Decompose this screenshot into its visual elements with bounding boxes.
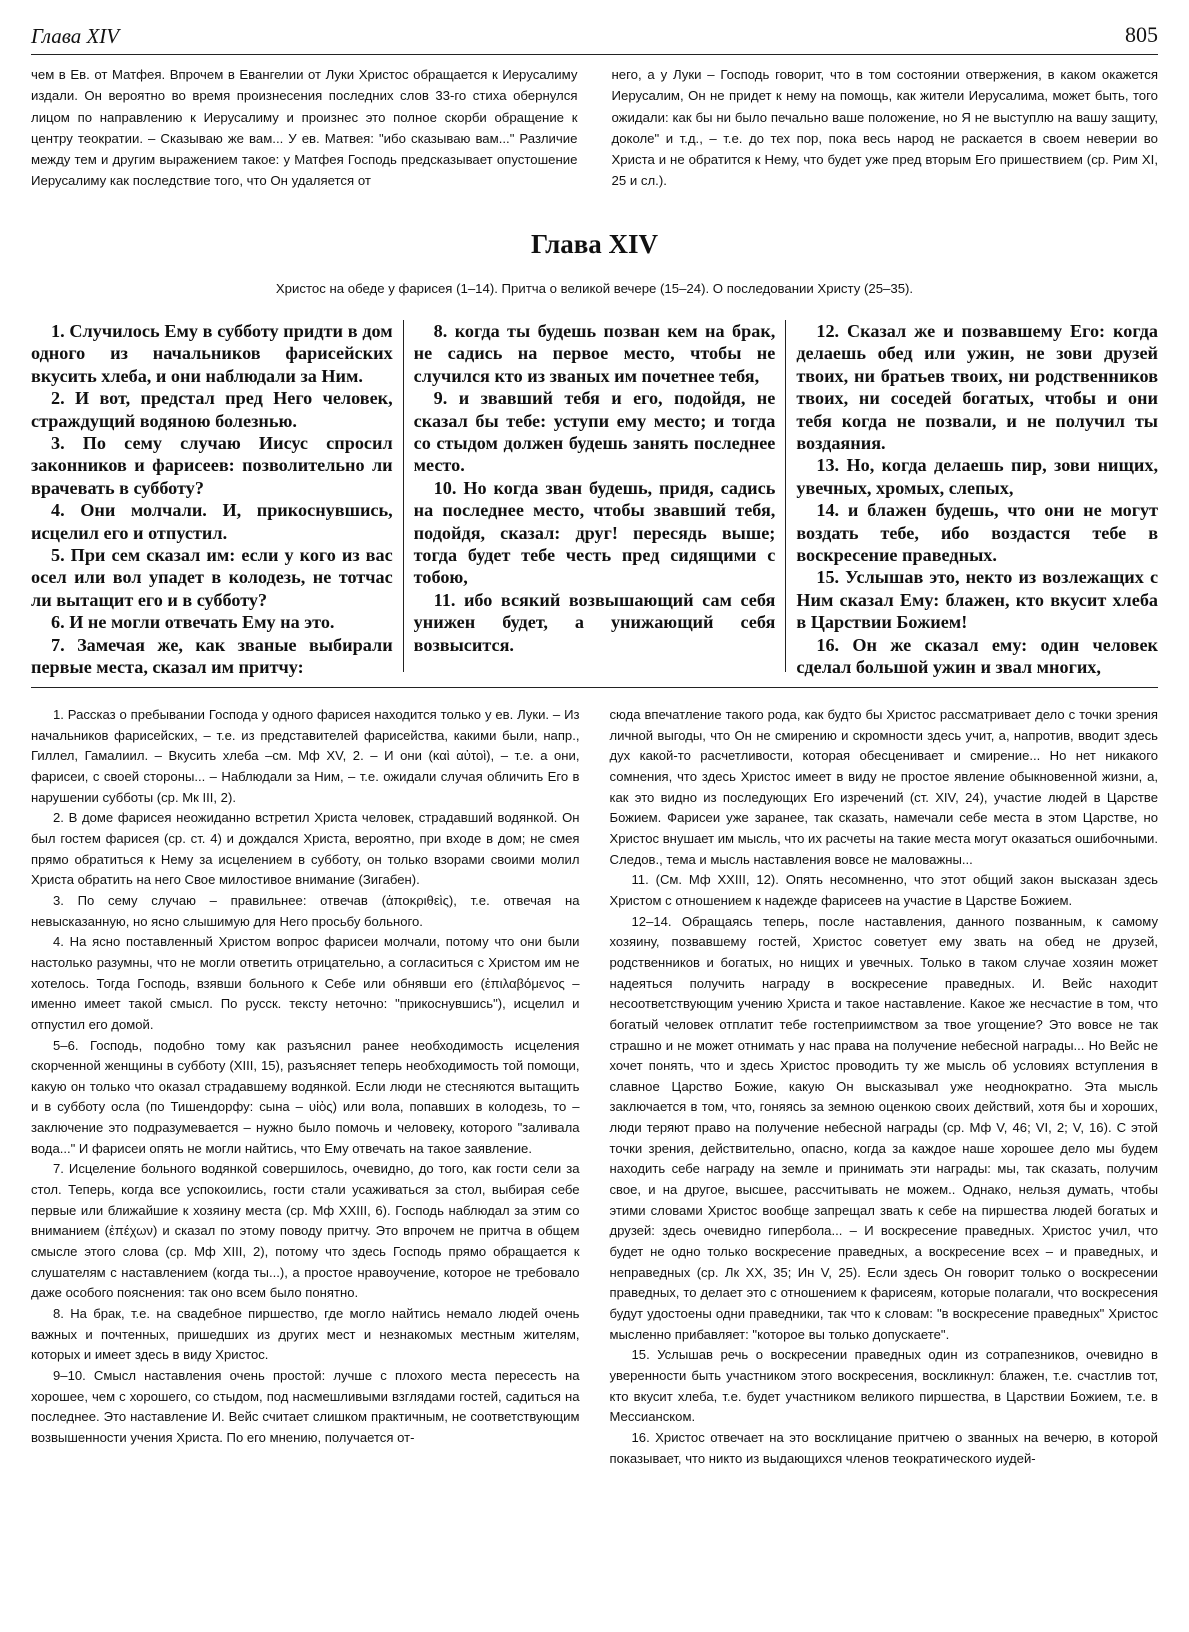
- verse: 14. и блажен будешь, что они не могут воздать тебе, ибо воздастся тебе в воскресение праведных.: [796, 500, 1159, 566]
- verses-column-2: [403, 320, 786, 672]
- commentary-paragraph: 2. В доме фарисея неожиданно встретил Христа человек, страдавший водянкой. Он был гостем фарисея (ср. ст. 4) и дождался Христа, вероятно, при входе в дом; не смея прямо обратиться к Нему за исцелением в субботу, он только взорами своими молил Христа обратить на него Свое милостивое внимание (Зигабен).: [31, 810, 580, 888]
- section-divider: [31, 687, 1158, 688]
- page-number: 805: [1125, 22, 1158, 47]
- commentary-paragraph: 9–10. Смысл наставления очень простой: лучше с плохого места пересесть на хорошее, чем с хорошего, со стыдом, под насмешливыми взглядами гостей, садиться на последнее. Это наставление И. Вейс считает слишком практичным, не соответствующим возвышенности учения Христа. По его мнению, получается от-: [31, 1368, 580, 1445]
- verse: 11. ибо всякий возвышающий сам себя унижен будет, а унижающий себя возвысится.: [413, 589, 776, 655]
- verse: 8. когда ты будешь позван кем на брак, не садись на первое место, чтобы не случился кто из званых им почетнее тебя,: [413, 321, 776, 386]
- verse: 4. Они молчали. И, прикоснувшись, исцелил его и отпустил.: [31, 500, 393, 543]
- commentary-right-column: [610, 705, 1159, 1469]
- continuation-right-column: него, а у Луки – Господь говорит, что в том состоянии отвержения, в каком окажется Иерусалим, Он не придет к нему на помощь, как жители Иерусалима, может быть, того ожидали: как бы ни было печально ваше положение, но Я не выступлю на вашу защиту, доколе" и т.д., – т.е. до тех пор, пока весь народ не раскается в своем неверии во Христа и не обратится к Нему, что будет уже пред вторым Его пришествием (ср. Рим XI, 25 и сл.).: [611, 67, 1158, 189]
- scripture-verses: [31, 320, 1159, 678]
- verse: 12. Сказал же и позвавшему Его: когда делаешь обед или ужин, не зови друзей твоих, ни братьев твоих, ни родственников твоих, ни соседей богатых, чтобы и они тебя когда не позвали, и не получил ты воздаяния.: [796, 321, 1159, 454]
- running-header: [31, 20, 1158, 55]
- commentary-paragraph: 1. Рассказ о пребывании Господа у одного фарисея находится только у ев. Луки. – Из начальников фарисейских, – т.е. из представителей фарисейства, какими были, напр., Гиллел, Гамалиил. – Вкусить хлеба –см. Мф XV, 2. – И они (καὶ αὐτοὶ), – т.е. а они, фарисеи, с своей стороны... – Наблюдали за Ним, – т.е. ожидали случая обличить Его в нарушении субботы (ср. Мк III, 2).: [31, 707, 580, 805]
- commentary-paragraph: 8. На брак, т.е. на свадебное пиршество, где могло найтись немало людей очень важных и почтенных, пришедших из других мест и незнакомых местным жителям, которых и имеет здесь в виду Христос.: [31, 1306, 580, 1363]
- verse: 2. И вот, предстал пред Него человек, страждущий водяною болезнью.: [31, 388, 393, 431]
- commentary-paragraph: 7. Исцеление больного водянкой совершилось, очевидно, до того, как гости сели за стол. Теперь, когда все успокоились, гости стали усаживаться за стол, выбирая себе первые или ближайшие к хозяину места (ср. Мф XXIII, 6). Господь наблюдал за этим со вниманием (ἐπέχων) и сказал по этому поводу притчу. Это впрочем не притча в общем смысле этого слова (ср. Мф XIII, 2), потому что здесь Господь прямо обращается к слушателям с наставлением (когда ты...), а простое нравоучение, которое не требовало даже особого пояснения: так оно всем было понятно.: [31, 1161, 580, 1301]
- verse: 10. Но когда зван будешь, придя, садись на последнее место, чтобы звавший тебя, подойдя, сказал: друг! пересядь выше; тогда будет тебе честь пред сидящими с тобою,: [413, 477, 776, 588]
- verses-column-1: [31, 320, 403, 678]
- running-head-chapter: Глава XIV: [31, 24, 120, 48]
- verse: 15. Услышав это, некто из возлежащих с Ним сказал Ему: блажен, кто вкусит хлеба в Царствии Божием!: [796, 567, 1159, 633]
- commentary-paragraph: 15. Услышав речь о воскресении праведных один из сотрапезников, очевидно в уверенности быть участником этого воскресения, воскликнул: блажен, т.е. счастлив тот, кто вкусит хлеба, т.е. будет участником великого пиршества, в Царствии Божием, т.е. в Мессианском.: [609, 1347, 1158, 1425]
- chapter-title: Глава XIV: [530, 229, 659, 259]
- verse: 6. И не могли отвечать Ему на это.: [51, 612, 335, 633]
- commentary-paragraph: 11. (См. Мф XXIII, 12). Опять несомненно, что этот общий закон высказан здесь Христом с отношением к надежде фарисеев на участие в Царстве Божием.: [609, 872, 1158, 908]
- verse: 5. При сем сказал им: если у кого из вас осел или вол упадет в колодезь, не тотчас ли вытащит его и в субботу?: [31, 545, 393, 610]
- commentary-paragraph: 16. Христос отвечает на это восклицание притчею о званных на вечерю, в которой показывает, что никто из выдающихся членов теократического иудей-: [609, 1429, 1158, 1466]
- commentary-paragraph: 4. На ясно поставленный Христом вопрос фарисеи молчали, потому что они были настолько разумны, что не могли ответить отрицательно, а согласиться с Христом им не хотелось. Тогда Господь, взявши больного к Себе или обнявши его (ἐπιλαβόμενος – именно имеет такой смысл. По русск. тексту неточно: "прикоснувшись"), исцелил и отпустил его домой.: [31, 934, 580, 1032]
- commentary-paragraph: 5–6. Господь, подобно тому как разъяснил ранее необходимость исцеления скорченной женщины в субботу (XIII, 15), разъясняет теперь необходимость той помощи, какую он только что оказал страдавшему водянкой. Если люди не стесняются вытащить и в субботу осла (по Тишендорфу: сына – υἱὸς) или вола, попавших в колодезь, то – заключение это подразумевается – нужно было помочь и человеку, которого "заливала вода..." И фарисеи опять не могли найтись, что Ему отвечать на такое заявление.: [31, 1037, 580, 1156]
- verse: 7. Замечая же, как званые выбирали первые места, сказал им притчу:: [31, 634, 393, 678]
- verse: 13. Но, когда делаешь пир, зови нищих, увечных, хромых, слепых,: [796, 455, 1159, 498]
- verse: 9. и звавший тебя и его, подойдя, не сказал бы тебе: уступи ему место; и тогда со стыдом должен будешь занять последнее место.: [413, 388, 776, 476]
- verses-column-3: [785, 320, 1159, 678]
- verse: 3. По сему случаю Иисус спросил законников и фарисеев: позволительно ли врачевать в субботу?: [31, 433, 393, 498]
- verse: 16. Он же сказал ему: один человек сделал большой ужин и звал многих,: [796, 634, 1159, 678]
- continuation-left-column: чем в Ев. от Матфея. Впрочем в Евангелии от Луки Христос обращается к Иерусалиму издали. Он вероятно во время произнесения последних слов 33-го стиха обернулся лицом по направлению к Иерусалиму и произнес это полное скорби обращение к центру теократии. – Сказываю же вам... У ев. Матвея: "ибо сказываю вам..." Различие между тем и другим выражением такое: у Матфея Господь предсказывает опустошение Иерусалиму как последствие того, что Он удаляется от: [31, 67, 578, 189]
- commentary-paragraph: сюда впечатление такого рода, как будто бы Христос рассматривает дело с точки зрения личной выгоды, что Он не смирению и скромности здесь учит, а, напротив, вводит здесь дух какой-то расчетливости, которая обесценивает и смирение... Но нет никакого сомнения, что здесь Христос имеет в виду не простое явление обыкновенной жизни, а, как это видно из последующих Его изречений (ст. XIV, 24), участие людей в Царстве Божием. Фарисеи уже заранее, так сказать, намечали себе места в этом Царстве, но Христос внушает им мысль, что их расчеты на такие места могут оказаться ошибочными. Следов., тема и мысль наставления вовсе не маловажны...: [609, 707, 1158, 867]
- commentary-left-column: [31, 705, 580, 1469]
- verse: 1. Случилось Ему в субботу придти в дом одного из начальников фарисейских вкусить хлеба, и они наблюдали за Ним.: [31, 321, 393, 386]
- commentary-paragraph: 3. По сему случаю – правильнее: отвечав (ἀποκριθεὶς), т.е. отвечая на невысказанную, но ясно слышимую для Него просьбу больного.: [31, 892, 580, 929]
- chapter-summary: Христос на обеде у фарисея (1–14). Притча о великой вечере (15–24). О последовании Христу (25–35).: [275, 281, 914, 296]
- commentary: [31, 705, 1158, 1469]
- commentary-paragraph: 12–14. Обращаясь теперь, после наставления, данного позванным, к самому хозяину, позвавшему гостей, Христос советует ему звать на обед не друзей, родственников и богатых, но нищих и увечных. Только в таком случае хозяин может надеяться получить награду в воскресение праведных. И. Вейс находит несоответствующим учению Христа и такое наставление. Какое же несчастие в том, что богатый человек отплатит тебе гостеприимством за твое угощение? Это вовсе не так страшно и не может отнимать у нас права на получение небесной награды... Но Вейс не хочет понять, что и здесь Христос проводить ту же мысль об условиях вступления в славное Царство Божие, какую Он высказывал уже неоднократно. Эта мысль заключается в том, что, гоняясь за земною оценкою своих действий, хотя бы и хороших, люди теряют право на получение небесной награды (ср. Мф V, 46; VI, 2; V, 16). С этой точки зрения, действительно, опасно, когда за каждое наше хорошее дело мы будем находить себе награду на земле и принимать эти награды: мы, так сказать, получим свое, и на другое, высшее, рассчитывать не можем.. Однако, нельзя думать, чтобы этими словами Христос вообще запрещал звать к себе на пиршества людей богатых и друзей: здесь очевидно гипербола... – И воскресение праведных. Христос учил, что будет не одно только воскресение праведных, а воскресение всех – и праведных, и неправедных (ср. Лк XX, 35; Ин V, 25). Если здесь Он говорит только о воскресении праведных, то делает это с отношением к фарисеям, которые полагали, что воскресения будут удостоены одни праведники, так что к словам: "в воскресение праведных" Христос мысленно прибавляет: "которое вы только допускаете".: [609, 913, 1158, 1342]
- previous-chapter-commentary-continuation: [31, 64, 1158, 192]
